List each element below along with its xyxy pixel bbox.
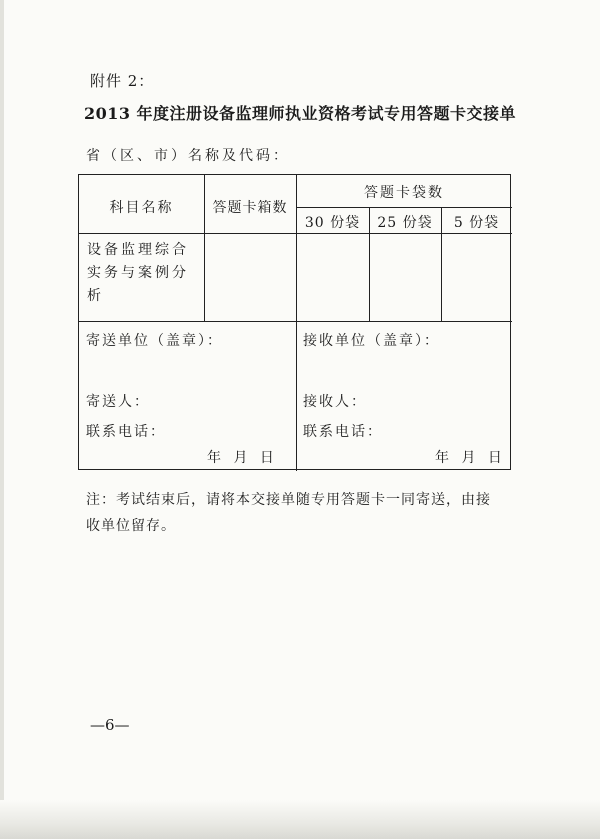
header-subject: 科目名称 xyxy=(109,200,174,216)
handover-form-table xyxy=(78,174,511,470)
sender-person-label: 寄送人： xyxy=(86,394,150,410)
row-line-bag-header xyxy=(296,207,512,208)
province-label: 省（区、市）名称及代码： xyxy=(86,148,290,164)
footnote xyxy=(86,487,516,539)
sender-unit-label: 寄送单位（盖章）： xyxy=(86,333,223,349)
scan-bottom-shadow xyxy=(0,800,600,839)
receiver-phone-label: 联系电话： xyxy=(303,424,383,440)
receiver-person-label: 接收人： xyxy=(303,394,367,410)
subject-line-2: 实务与案例分 xyxy=(87,265,189,281)
subject-line-1: 设备监理综合 xyxy=(87,242,189,258)
footnote-line-1: 注：考试结束后，请将本交接单随专用答题卡一同寄送，由接 xyxy=(86,492,491,508)
scan-edge xyxy=(0,0,4,839)
footnote-line-2: 收单位留存。 xyxy=(86,518,176,534)
bag-size-30: 30 份袋 xyxy=(304,215,361,231)
subject-line-3: 析 xyxy=(87,288,104,304)
bag-size-5: 5 份袋 xyxy=(453,215,500,231)
header-bag-count: 答题卡袋数 xyxy=(364,185,444,201)
page-number: —6— xyxy=(90,716,130,734)
sender-phone-label: 联系电话： xyxy=(86,424,166,440)
receiver-unit-label: 接收单位（盖章）： xyxy=(303,333,440,349)
sender-date: 年 月 日 xyxy=(207,450,278,466)
attachment-label: 附件 2： xyxy=(90,72,155,90)
document-title: 2013 年度注册设备监理师执业资格考试专用答题卡交接单 xyxy=(83,104,517,123)
bag-size-25: 25 份袋 xyxy=(377,215,433,231)
header-box-count: 答题卡箱数 xyxy=(212,200,288,216)
receiver-date: 年 月 日 xyxy=(435,450,506,466)
